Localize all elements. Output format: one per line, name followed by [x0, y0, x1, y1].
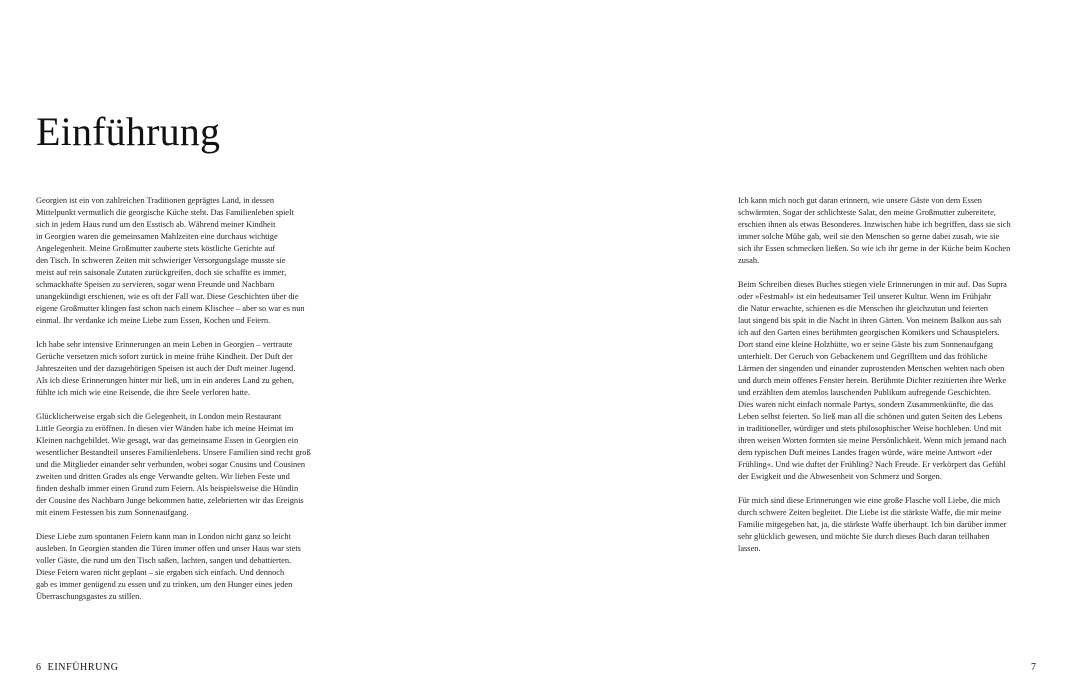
paragraph: Ich habe sehr intensive Erinnerungen an mein Leben in Georgien – vertraute Gerüche versetzen mich sofort zurück in meine frühe Kindheit. Der Duft der Jahreszeiten und der dazugehörigen Speisen ist auch der Duft meiner Jugend. Als ich diese Erinnerungen hinter mir ließ, um in ein anderes Land zu gehen, fühlte ich mich wie eine Reisende, die ihre Seele verloren hatte.: [36, 340, 296, 397]
right-page-number: 7: [1031, 662, 1036, 673]
paragraph: Glücklicherweise ergab sich die Gelegenheit, in London mein Restaurant Little Georgia zu eröffnen. In diesen vier Wänden habe ich meine Heimat im Kleinen nachgebildet. Wie gesagt, war das gemeinsame Essen in Georgien ein wesentlicher Bestandteil unseres Familienlebens. Unsere Familien sind recht groß und die Mitglieder einander sehr verbunden, wobei sogar Cousins und Cousinen zweiten und dritten Grades als enge Verwandte gelten. Wir lieben Feste und finden deshalb immer einen Grund zum Feiern. Als beispielsweise die Hündin der Cousine des Nachbarn Junge bekommen hatte, zelebrierten wir das Ereignis mit einem Festessen bis zum Sonnenaufgang.: [36, 412, 311, 517]
right-page: [536, 0, 1072, 698]
chapter-title: Einführung: [36, 109, 221, 154]
paragraph: Beim Schreiben dieses Buches stiegen viele Erinnerungen in mir auf. Das Supra oder »Festmahl« ist ein bedeutsamer Teil unserer Kultur. Wenn im Frühjahr die Natur erwachte, schienen es die Menschen ihr gleichzutun und feierten laut singend bis spät in die Nacht in ihren Gärten. Von meinem Balkon aus sah ich auf den Garten eines berühmten georgischen Komikers und Schauspielers. Dort stand eine kleine Holzhütte, wo er seine Gäste bis zum Sonnenaufgang unterhielt. Der Geruch von Gebackenem und Gegrilltem und das fröhliche Lärmen der singenden und einander zuprostenden Menschen wehten nach oben und durch mein offenes Fenster herein. Berühmte Dichter rezitierten ihre Werke und erzählten dem atemlos lauschenden Publikum aufregende Geschichten. Dies waren nicht einfach normale Partys, sondern Zusammenkünfte, die das Leben selbst feierten. So ließ man all die schönen und guten Seiten des Lebens in traditioneller, würdiger und stets philosophischer Weise hochleben. Und mit ihren weisen Worten formten sie meine Persönlichkeit. Wenn mich jemand nach dem typischen Duft meines Landes fragen würde, wäre meine Antwort »der Frühling«. Und wie duftet der Frühling? Nach Freude. Er verkörpert das Gefühl der Ewigkeit und die Abwesenheit von Schmerz und Sorgen.: [738, 280, 1007, 481]
left-page-number: 6: [36, 662, 42, 673]
paragraph: Diese Liebe zum spontanen Feiern kann man in London nicht ganz so leicht ausleben. In Georgien standen die Türen immer offen und unser Haus war stets voller Gäste, die rund um den Tisch saßen, lachten, sangen und debattierten. Diese Feiern waren nicht geplant – sie ergaben sich einfach. Und dennoch gab es immer genügend zu essen und zu trinken, um den Hunger eines jeden Überraschungsgastes zu stillen.: [36, 532, 301, 601]
left-text-column: [36, 195, 336, 615]
paragraph: Georgien ist ein von zahlreichen Traditionen geprägtes Land, in dessen Mittelpunkt vermutlich die georgische Küche steht. Das Familienleben spielt sich in jedem Haus rund um den Esstisch ab. Während meiner Kindheit in Georgien waren die gemeinsamen Mahlzeiten eine durchaus wichtige Angelegenheit. Meine Großmutter zauberte stets köstliche Gerichte auf den Tisch. In schweren Zeiten mit schwieriger Versorgungslage musste sie meist auf rein saisonale Zutaten zurückgreifen, doch sie schaffte es immer, schmackhafte Speisen zu servieren, sogar wenn Freunde und Nachbarn unangekündigt erschienen, wie es oft der Fall war. Diese Geschichten über die eigene Großmutter klingen fast schon nach einem Klischee – aber so war es nun einmal. Ihr verdanke ich meine Liebe zum Essen, Kochen und Feiern.: [36, 196, 305, 325]
right-text-column: [738, 195, 1038, 567]
running-head: EINFÜHRUNG: [47, 662, 119, 673]
left-page-footer: [36, 662, 119, 673]
paragraph: Für mich sind diese Erinnerungen wie eine große Flasche voll Liebe, die mich durch schwere Zeiten begleitet. Die Liebe ist die stärkste Waffe, die mir meine Familie mitgegeben hat, ja, die stärkste Waffe überhaupt. Ich bin darüber immer sehr glücklich gewesen, und möchte Sie durch dieses Buch daran teilhaben lassen.: [738, 496, 1007, 553]
paragraph: Ich kann mich noch gut daran erinnern, wie unsere Gäste von dem Essen schwärmten. Sogar der schlichteste Salat, den meine Großmutter zubereitete, erschien ihnen als etwas Besonderes. Inzwischen habe ich begriffen, dass sie sich immer solche Mühe gab, weil sie den Menschen so gerne dabei zusah, wie sie sich ihr Essen schmecken ließen. So wie ich ihr gerne in der Küche beim Kochen zusah.: [738, 196, 1011, 265]
